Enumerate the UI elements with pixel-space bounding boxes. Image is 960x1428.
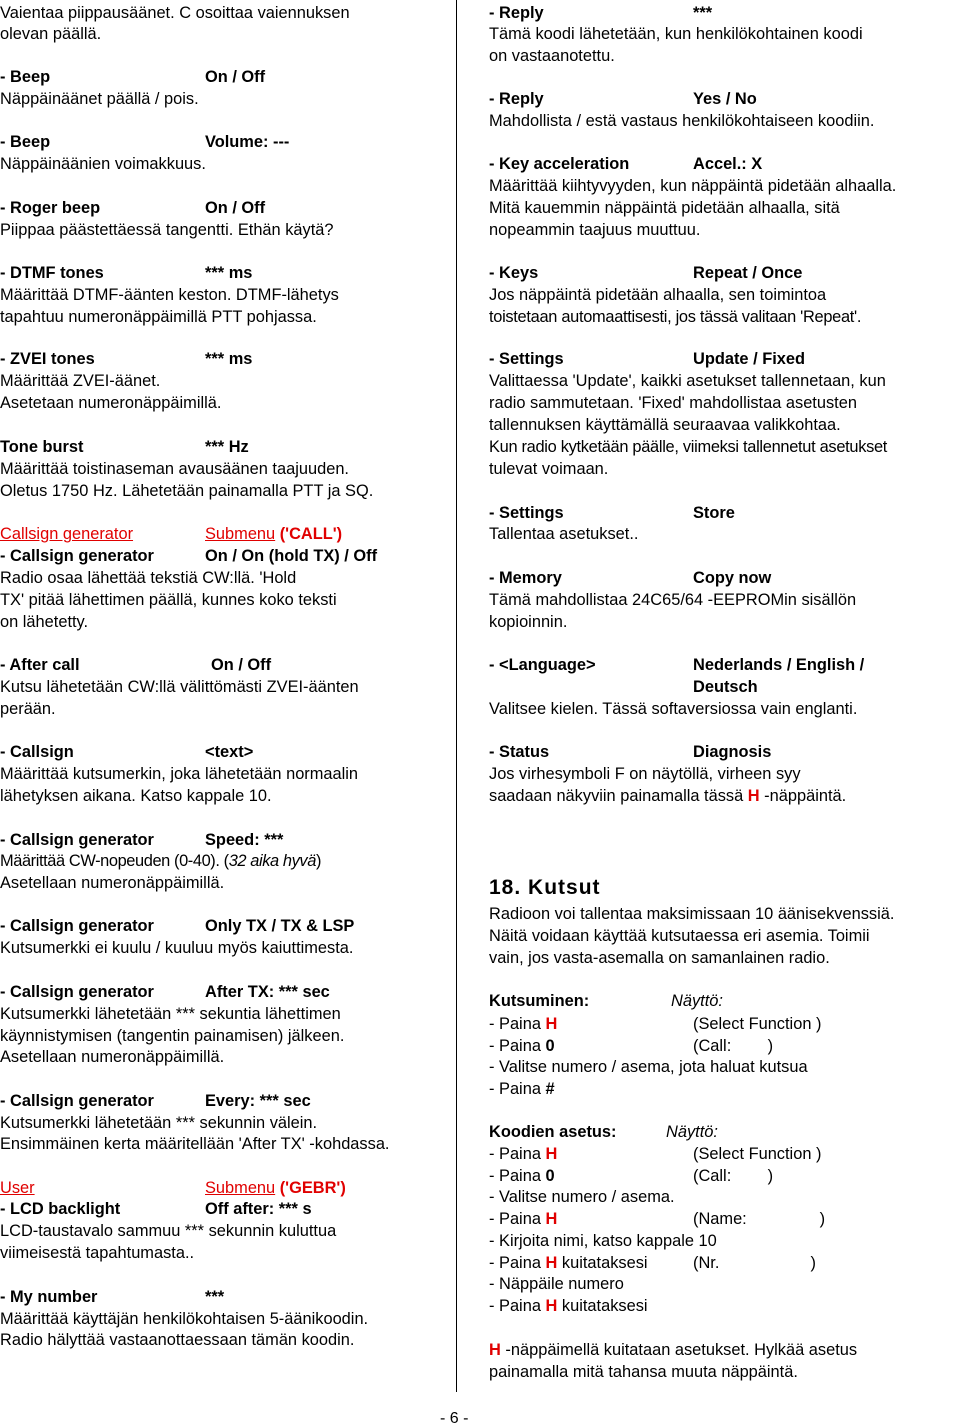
my-number-desc-2: Radio hälyttää vastaanottaessaan tämän koodin. — [0, 1331, 355, 1349]
cg-speed-desc-1: Määrittää CW-nopeuden (0-40). (32 aika hyvä) — [0, 852, 322, 870]
code-setting-step-text: - Kirjoita nimi, katso kappale 10 — [489, 1231, 717, 1250]
settings-update-value: Update / Fixed — [693, 350, 806, 368]
settings-update-desc-5: tulevat voimaan. — [489, 460, 609, 478]
calling-step-key: 0 — [545, 1036, 555, 1055]
cg-after-desc-1: Kutsumerkki lähetetään *** sekuntia lähettimen — [0, 1005, 341, 1023]
reply2-name: - Reply — [489, 90, 544, 108]
dtmf-value: *** ms — [205, 264, 253, 282]
after-call-name: - After call — [0, 656, 80, 674]
cg-after-desc-2: käynnistymisen (tangentin painamisen) jälkeen. — [0, 1027, 345, 1045]
calling-step-text: - Paina — [489, 1080, 546, 1099]
cg-after-value: After TX: *** sec — [205, 983, 330, 1001]
callsign-value: <text> — [205, 743, 254, 761]
tone-burst-value: *** Hz — [205, 438, 249, 456]
code-setting-step-text: - Paina — [489, 1145, 546, 1163]
zvei-desc-2: Asetetaan numeronäppäimillä. — [0, 394, 222, 412]
settings-store-value: Store — [693, 504, 735, 522]
calling-display-label: Näyttö: — [671, 992, 723, 1010]
cg-after-name: - Callsign generator — [0, 983, 154, 1001]
key-accel-value: Accel.: X — [693, 155, 763, 173]
reply1-desc-1: Tämä koodi lähetetään, kun henkilökohtainen koodi — [489, 25, 863, 43]
key-accel-name: - Key acceleration — [489, 155, 630, 173]
section-title: 18. Kutsut — [489, 876, 601, 899]
section-intro-1: Radioon voi tallentaa maksimissaan 10 äänisekvenssiä. — [489, 905, 895, 923]
cg-onoff-desc-1: Radio osaa lähettää tekstiä CW:llä. 'Hold — [0, 569, 297, 587]
column-divider — [456, 0, 457, 1392]
cg-only-name: - Callsign generator — [0, 917, 154, 935]
my-number-name: - My number — [0, 1288, 98, 1306]
cg-onoff-value: On / On (hold TX) / Off — [205, 547, 378, 565]
cg-onoff-name: - Callsign generator — [0, 547, 154, 565]
calling-step — [489, 1014, 557, 1034]
status-name: - Status — [489, 743, 550, 761]
dtmf-name: - DTMF tones — [0, 264, 104, 282]
status-value: Diagnosis — [693, 743, 772, 761]
settings-update-name: - Settings — [489, 350, 564, 368]
status-desc-2: saadaan näkyviin painamalla tässä H -näppäintä. — [489, 787, 847, 805]
code-setting-step — [489, 1144, 557, 1164]
code-setting-step-key: H — [545, 1145, 558, 1163]
callsign-desc-2: lähetyksen aikana. Katso kappale 10. — [0, 787, 272, 805]
calling-step-display: (Call: ) — [693, 1036, 774, 1055]
page-number: - 6 - — [440, 1410, 469, 1427]
code-setting-step — [489, 1166, 555, 1186]
reply2-value: Yes / No — [693, 90, 757, 108]
settings-store-name: - Settings — [489, 504, 564, 522]
cg-every-desc-1: Kutsumerkki lähetetään *** sekunnin välein. — [0, 1114, 318, 1132]
reply1-name: - Reply — [489, 4, 544, 22]
tone-burst-desc-1: Määrittää toistinaseman avausäänen taajuuden. — [0, 460, 349, 478]
settings-update-desc-2: radio sammutetaan. 'Fixed' mahdollistaa asetusten — [489, 394, 857, 412]
language-name: - <Language> — [489, 656, 596, 674]
cg-only-value: Only TX / TX & LSP — [205, 917, 355, 935]
dtmf-desc-1: Määrittää DTMF-äänten keston. DTMF-lähetys — [0, 286, 339, 304]
code-setting-label: Koodien asetus: — [489, 1123, 617, 1141]
dtmf-desc-2: tapahtuu numeronäppäimillä PTT pohjassa. — [0, 308, 317, 326]
code-setting-step — [489, 1231, 717, 1251]
cg-onoff-desc-2: TX' pitää lähettimen päällä, kunnes koko teksti — [0, 591, 337, 609]
code-setting-step — [489, 1187, 675, 1207]
zvei-value: *** ms — [205, 350, 253, 368]
calling-step — [489, 1057, 808, 1077]
my-number-value: *** — [205, 1288, 225, 1306]
memory-desc-1: Tämä mahdollistaa 24C65/64 -EEPROMin sisällön — [489, 591, 857, 609]
calling-step-display: (Select Function ) — [693, 1015, 822, 1033]
cg-onoff-desc-3: on lähetetty. — [0, 613, 89, 631]
code-setting-step-text: - Paina — [489, 1166, 546, 1185]
calling-label: Kutsuminen: — [489, 992, 590, 1010]
lcd-desc-1: LCD-taustavalo sammuu *** sekunnin kuluttua — [0, 1222, 337, 1240]
beep-desc: Näppäinäänet päällä / pois. — [0, 90, 199, 108]
settings-store-desc: Tallentaa asetukset.. — [489, 525, 639, 543]
status-desc-1: Jos virhesymboli F on näytöllä, virheen syy — [489, 765, 801, 783]
memory-value: Copy now — [693, 569, 772, 587]
roger-beep-value: On / Off — [205, 199, 266, 217]
keys-name: - Keys — [489, 264, 539, 282]
keys-desc-1: Jos näppäintä pidetään alhaalla, sen toimintoa — [489, 286, 827, 304]
lcd-desc-2: viimeisestä tapahtumasta.. — [0, 1244, 195, 1262]
after-call-desc-2: perään. — [0, 700, 56, 718]
reply2-desc: Mahdollista / estä vastaus henkilökohtaiseen koodiin. — [489, 112, 875, 130]
beep-volume-desc: Näppäinäänien voimakkuus. — [0, 155, 206, 173]
memory-desc-2: kopioinnin. — [489, 613, 568, 631]
code-setting-step-key: H — [545, 1210, 558, 1229]
my-number-desc-1: Määrittää käyttäjän henkilökohtaisen 5-äänikoodin. — [0, 1310, 369, 1328]
after-call-desc-1: Kutsu lähetetään CW:llä välittömästi ZVEI-äänten — [0, 678, 359, 696]
callsign-generator-submenu: Submenu ('CALL') — [205, 525, 343, 543]
code-setting-step-display: (Name: ) — [693, 1210, 826, 1229]
zvei-desc-1: Määrittää ZVEI-äänet. — [0, 372, 161, 390]
code-setting-step-display: (Select Function ) — [693, 1145, 822, 1163]
cg-after-desc-3: Asetellaan numeronäppäimillä. — [0, 1048, 225, 1066]
settings-update-desc-3: tallennuksen käyttämällä seuraavaa valikkohtaa. — [489, 416, 841, 434]
key-accel-desc-3: nopeammin taajuus muuttuu. — [489, 221, 701, 239]
intro-line-2: olevan päällä. — [0, 25, 102, 43]
intro-line-1: Vaientaa piippausäänet. C osoittaa vaiennuksen — [0, 4, 350, 22]
calling-step — [489, 1036, 555, 1056]
cg-speed-desc-2: Asetellaan numeronäppäimillä. — [0, 874, 225, 892]
code-setting-step-text: - Paina — [489, 1253, 546, 1272]
code-setting-step-key: 0 — [545, 1166, 555, 1185]
settings-update-desc-4: Kun radio kytketään päälle, viimeksi tallennetut asetukset — [489, 438, 888, 456]
code-setting-step — [489, 1296, 648, 1316]
cg-speed-value: Speed: *** — [205, 831, 284, 849]
roger-beep-desc: Piippaa päästettäessä tangentti. Ethän käytä? — [0, 221, 334, 239]
code-setting-step-suffix: kuitataksesi — [557, 1253, 648, 1272]
callsign-desc-1: Määrittää kutsumerkin, joka lähetetään normaalin — [0, 765, 359, 783]
footer-note-2: painamalla mitä tahansa muuta näppäintä. — [489, 1363, 798, 1381]
user-menu-title: User — [0, 1179, 35, 1197]
beep-volume-value: Volume: --- — [205, 133, 290, 151]
cg-speed-name: - Callsign generator — [0, 831, 154, 849]
code-setting-step — [489, 1253, 648, 1273]
calling-step-key: H — [545, 1015, 558, 1033]
beep-name: - Beep — [0, 68, 51, 86]
section-intro-3: vain, jos vasta-asemalla on samanlainen radio. — [489, 949, 830, 967]
key-accel-desc-2: Mitä kauemmin näppäintä pidetään alhaalla, sitä — [489, 199, 840, 217]
key-accel-desc-1: Määrittää kiihtyvyyden, kun näppäintä pidetään alhaalla. — [489, 177, 897, 195]
settings-update-desc-1: Valittaessa 'Update', kaikki asetukset tallennetaan, kun — [489, 372, 886, 390]
code-setting-step-text: - Paina — [489, 1210, 546, 1229]
code-setting-display-label: Näyttö: — [666, 1123, 718, 1141]
zvei-name: - ZVEI tones — [0, 350, 95, 368]
cg-every-name: - Callsign generator — [0, 1092, 154, 1110]
language-value-2: Deutsch — [693, 678, 758, 696]
code-setting-step-text: - Paina — [489, 1296, 546, 1315]
keys-desc-2: toistetaan automaattisesti, jos tässä valitaan 'Repeat'. — [489, 308, 862, 326]
lcd-value: Off after: *** s — [205, 1200, 312, 1218]
language-desc: Valitsee kielen. Tässä softaversiossa vain englanti. — [489, 700, 858, 718]
language-value: Nederlands / English / — [693, 656, 865, 674]
code-setting-step — [489, 1274, 624, 1294]
cg-every-value: Every: *** sec — [205, 1092, 311, 1110]
cg-only-desc: Kutsumerkki ei kuulu / kuuluu myös kaiuttimesta. — [0, 939, 354, 957]
calling-step-text: - Valitse numero / asema, jota haluat kutsua — [489, 1058, 808, 1077]
tone-burst-desc-2: Oletus 1750 Hz. Lähetetään painamalla PTT ja SQ. — [0, 482, 374, 500]
code-setting-step-text: - Valitse numero / asema. — [489, 1188, 675, 1207]
code-setting-step — [489, 1209, 557, 1229]
code-setting-step-display: (Call: ) — [693, 1166, 774, 1185]
code-setting-step-suffix: kuitataksesi — [557, 1296, 648, 1315]
after-call-value: On / Off — [211, 656, 272, 674]
roger-beep-name: - Roger beep — [0, 199, 101, 217]
code-setting-step-text: - Näppäile numero — [489, 1275, 624, 1294]
reply1-desc-2: on vastaanotettu. — [489, 47, 615, 65]
tone-burst-name: Tone burst — [0, 438, 84, 456]
calling-step — [489, 1079, 555, 1099]
callsign-name: - Callsign — [0, 743, 74, 761]
calling-step-text: - Paina — [489, 1036, 546, 1055]
beep-value: On / Off — [205, 68, 266, 86]
callsign-generator-menu-title: Callsign generator — [0, 525, 134, 543]
section-intro-2: Näitä voidaan käyttää kutsutaessa eri asemia. Toimii — [489, 927, 870, 945]
calling-step-key: # — [545, 1080, 555, 1099]
code-setting-step-key: H — [545, 1253, 558, 1272]
footer-note-1: H -näppäimellä kuitataan asetukset. Hylkää asetus — [489, 1341, 858, 1359]
code-setting-step-display: (Nr. ) — [693, 1253, 816, 1272]
memory-name: - Memory — [489, 569, 562, 587]
calling-step-text: - Paina — [489, 1015, 546, 1033]
lcd-name: - LCD backlight — [0, 1200, 121, 1218]
user-submenu: Submenu ('GEBR') — [205, 1179, 346, 1197]
beep-volume-name: - Beep — [0, 133, 51, 151]
cg-every-desc-2: Ensimmäinen kerta määritellään 'After TX' -kohdassa. — [0, 1135, 390, 1153]
code-setting-step-key: H — [545, 1296, 558, 1315]
reply1-value: *** — [693, 4, 713, 22]
keys-value: Repeat / Once — [693, 264, 803, 282]
